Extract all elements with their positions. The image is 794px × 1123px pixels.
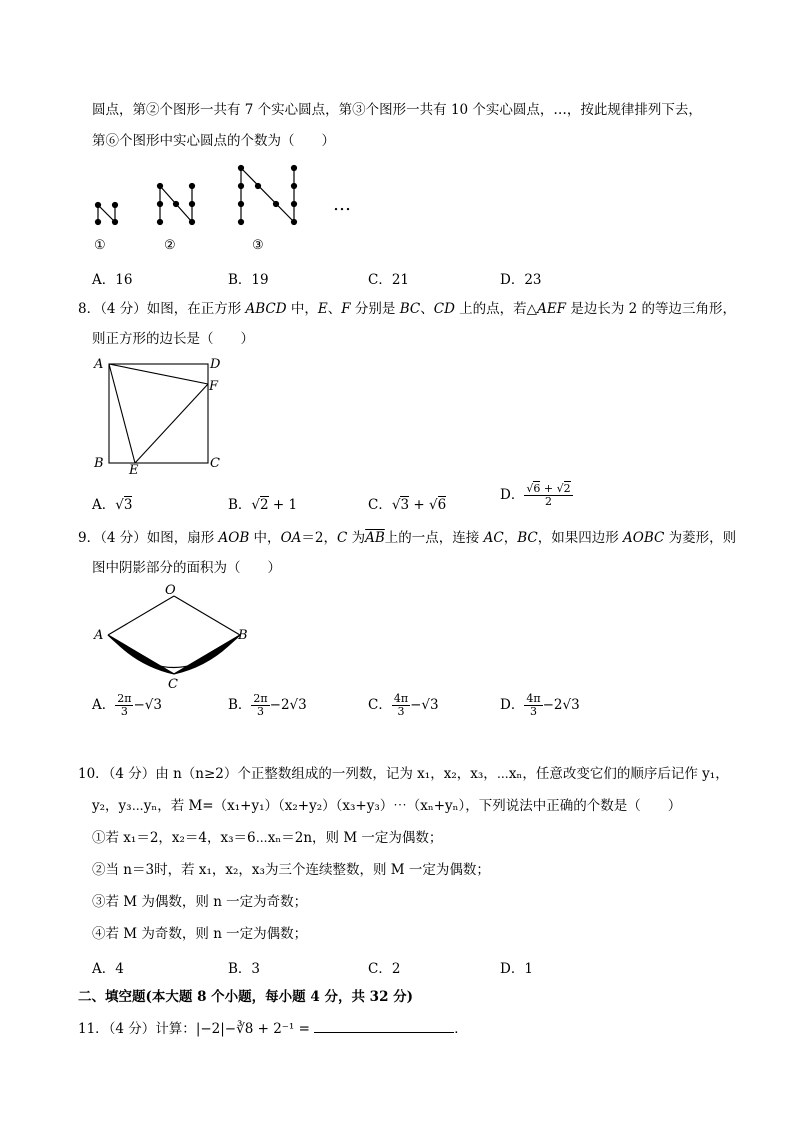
q10-statement-3: ③若 M 为偶数，则 n 一定为奇数；: [92, 894, 308, 910]
section-2-heading: 二、填空题(本大题 8 个小题，每小题 4 分，共 32 分): [78, 989, 414, 1005]
q8-option-d: D． $\frac{√6 + √2}{2}$: [500, 482, 571, 508]
q7-option-b: B．19: [228, 272, 269, 288]
q10-statement-1: ①若 x₁＝2，x₂＝4，x₃＝6⋯xₙ＝2n，则 M 一定为偶数；: [92, 830, 443, 846]
q10-option-b: B．3: [228, 961, 261, 977]
q10-line2: y₂，y₃⋯yₙ，若 M=（x₁+y₁）（x₂+y₂）（x₃+y₃）⋯（xₙ+yₙ），下列说法中正确的个数是（ ）: [92, 798, 682, 814]
q10-line1: 10．（4 分）由 n（n≥2）个正整数组成的一列数，记为 x₁，x₂，x₃，⋯xₙ，任意改变它们的顺序后记作 y₁，: [78, 766, 729, 782]
q9-point-a: A: [94, 628, 104, 643]
q7-option-a: A．16: [92, 272, 133, 288]
q9-option-c: C． $\frac{4\pi}{3}$ −√3: [368, 692, 439, 718]
q8-option-b: B．√2 + 1: [228, 497, 298, 513]
q10-statement-2: ②当 n＝3时，若 x₁，x₂，x₃为三个连续整数，则 M 一定为偶数；: [92, 862, 490, 878]
q7-line1: 圆点，第②个图形一共有 7 个实心圆点，第③个图形一共有 10 个实心圆点，…，按此规律排列下去，: [92, 102, 702, 118]
q8-line2: 则正方形的边长是（ ）: [92, 331, 254, 347]
q9-option-b: B． $\frac{2\pi}{3}$ −2√3: [228, 692, 307, 718]
q7-label-3: ③: [252, 238, 264, 253]
q7-label-2: ②: [164, 238, 176, 253]
q8-point-e: E: [129, 463, 139, 474]
q10-option-c: C．2: [368, 961, 401, 977]
q7-dot-pattern-figure: [88, 160, 368, 260]
q9-option-d: D． $\frac{4\pi}{3}$ −2√3: [500, 692, 580, 718]
q8-option-c: C．√3 + √6: [368, 497, 447, 513]
q9-point-b: B: [238, 628, 248, 643]
q11-answer-blank[interactable]: [314, 1020, 454, 1033]
q9-sector-figure: [88, 582, 263, 692]
q7-line2: 第⑥个图形中实心圆点的个数为（ ）: [92, 133, 335, 149]
q10-statement-4: ④若 M 为奇数，则 n 一定为偶数；: [92, 926, 308, 942]
q9-line1: 9．（4 分）如图，扇形 AOB 中，OA＝2，C 为$\overline{AB}$上的一点，连接 AC，BC，如果四边形 AOBC 为菱形，则: [78, 530, 737, 546]
q10-option-d: D．1: [500, 961, 533, 977]
q9-line2: 图中阴影部分的面积为（ ）: [92, 560, 281, 576]
q7-option-c: C．21: [368, 272, 410, 288]
q7-label-1: ①: [94, 238, 106, 253]
q9-option-a: A． $\frac{2\pi}{3}$ −√3: [92, 692, 162, 718]
q8-line1: 8．（4 分）如图，在正方形 ABCD 中，E、F 分别是 BC、CD 上的点，若△AEF 是边长为 2 的等边三角形，: [78, 301, 737, 317]
q8-point-b: B: [94, 456, 104, 471]
q7-ellipsis: …: [333, 194, 351, 215]
q8-point-d: D: [210, 357, 221, 372]
q8-square-figure: [88, 352, 228, 474]
q9-point-o: O: [165, 583, 176, 598]
q10-option-a: A．4: [92, 961, 124, 977]
q7-option-d: D．23: [500, 272, 542, 288]
q8-option-a: A．√3: [92, 497, 133, 513]
q8-point-f: F: [209, 379, 219, 394]
q11-line: 11．（4 分）计算：|−2|−∛8 + 2⁻¹ = ．: [78, 1021, 468, 1037]
q8-point-c: C: [210, 456, 220, 471]
q8-point-a: A: [94, 357, 104, 372]
q9-point-c: C: [168, 677, 178, 692]
